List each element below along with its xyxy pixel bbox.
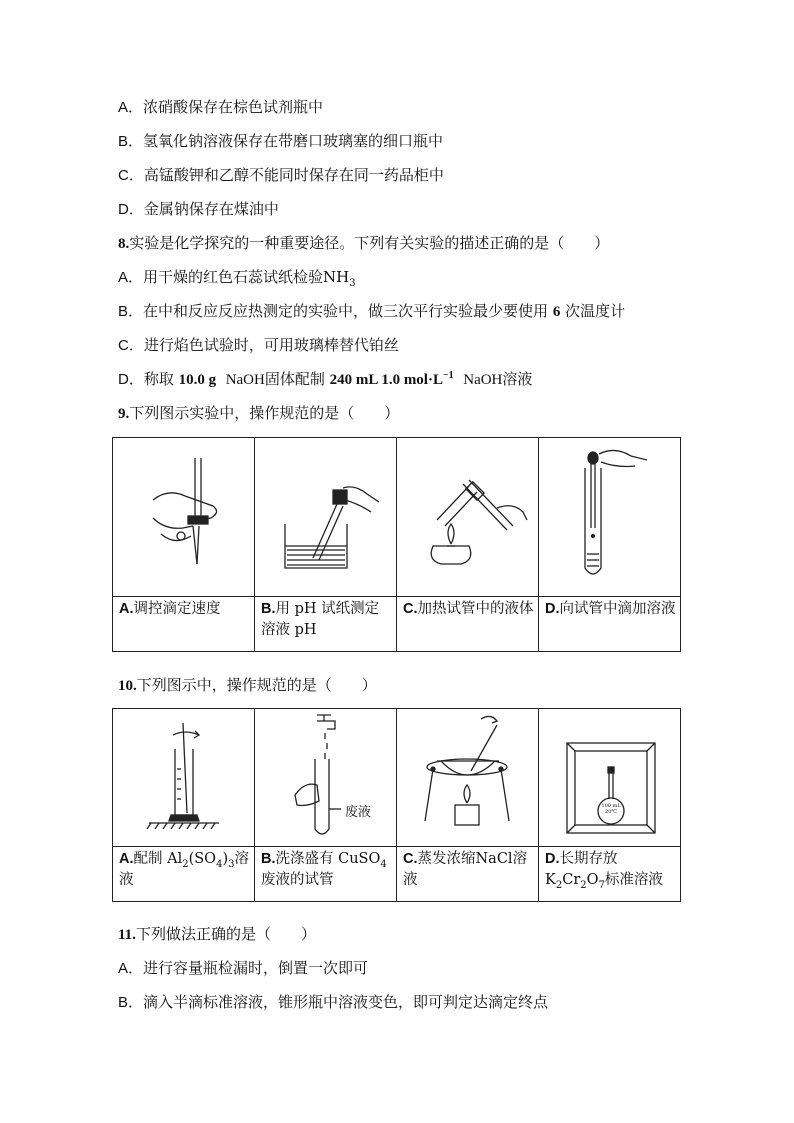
q9-fig-b — [255, 438, 397, 597]
q10-caption-b: B.洗涤盛有 CuSO$_4$废液的试管 — [255, 847, 397, 902]
q10-caption-c: C.蒸发浓缩NaCl溶液 — [397, 847, 539, 902]
q9-caption-a: A.调控滴定速度 — [113, 597, 255, 652]
q8-option-a: A．用干燥的红色石蕊试纸检验$NH_3$ — [118, 268, 356, 289]
q7-option-c: C．高锰酸钾和乙醇不能同时保存在同一药品柜中 — [118, 166, 444, 184]
q10-fig-c — [397, 709, 539, 847]
q9-caption-b: B.用 pH 试纸测定溶液 pH — [255, 597, 397, 652]
q7-option-d: D．金属钠保存在煤油中 — [118, 200, 279, 218]
q10-stem: 10.下列图示中，操作规范的是（ ） — [118, 676, 377, 694]
q10-caption-d: D.长期存放 $K_2Cr_2O_7$标准溶液 — [539, 847, 681, 902]
q8-stem: 8.实验是化学探究的一种重要途径。下列有关实验的描述正确的是（ ） — [118, 234, 610, 252]
q10-fig-d — [539, 709, 681, 847]
q9-caption-d: D.向试管中滴加溶液 — [539, 597, 681, 652]
q9-fig-d — [539, 438, 681, 597]
volumetric-flask-cabinet-illustration — [539, 709, 680, 846]
flask-label: 100 mL 20℃ — [601, 803, 621, 815]
q10-caption-a: A.配制 $Al_2(SO_4)_3$溶液 — [113, 847, 255, 902]
tap-washing-test-tube-illustration — [255, 709, 396, 846]
burette-stopcock-illustration — [113, 438, 254, 596]
q7-option-a: A．浓硝酸保存在棕色试剂瓶中 — [118, 98, 324, 116]
waste-liquid-label: 废液 — [345, 805, 372, 820]
q9-stem: 9.下列图示实验中，操作规范的是（ ） — [118, 404, 400, 422]
q9-fig-a — [113, 438, 255, 597]
q9-fig-c — [397, 438, 539, 597]
q9-caption-c: C.加热试管中的液体 — [397, 597, 539, 652]
evaporating-dish-illustration — [397, 709, 538, 846]
test-tube-heating-illustration — [397, 438, 538, 596]
beaker-ph-paper-illustration — [255, 438, 396, 596]
q9-figure-table — [112, 437, 681, 652]
q8-option-c: C．进行焰色试验时，可用玻璃棒替代铂丝 — [118, 336, 399, 354]
q8-option-b: B．在中和反应反应热测定的实验中，做三次平行实验最少要使用 6 次温度计 — [118, 302, 626, 320]
q11-stem: 11.下列做法正确的是（ ） — [118, 925, 316, 943]
graduated-cylinder-illustration — [113, 709, 254, 846]
q10-figure-table — [112, 708, 681, 902]
q7-option-b: B．氢氧化钠溶液保存在带磨口玻璃塞的细口瓶中 — [118, 132, 444, 150]
q8-option-d: D．称取 10.0 g NaOH固体配制 240 mL 1.0 $mol\cdot L^{-1}$ NaOH溶液 — [118, 370, 533, 388]
q11-option-b: B．滴入半滴标准溶液，锥形瓶中溶液变色，即可判定达滴定终点 — [118, 993, 549, 1011]
q10-fig-a — [113, 709, 255, 847]
q11-option-a: A．进行容量瓶检漏时，倒置一次即可 — [118, 959, 369, 977]
q10-fig-b — [255, 709, 397, 847]
dropper-test-tube-illustration — [539, 438, 680, 596]
